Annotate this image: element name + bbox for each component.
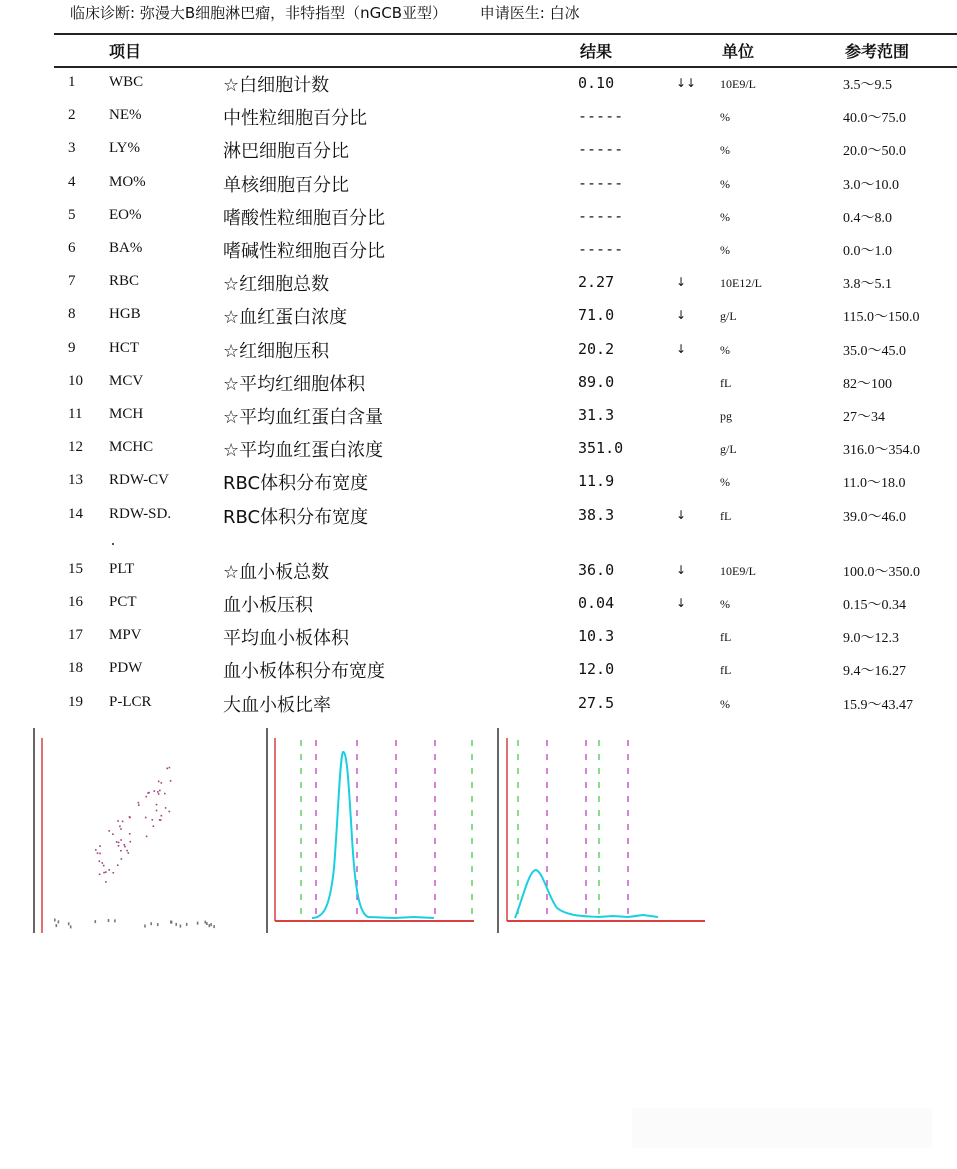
scatter-point — [121, 858, 123, 860]
row-number: 2 — [68, 107, 76, 124]
test-unit: fL — [720, 508, 732, 523]
row-number: 1 — [68, 74, 76, 90]
test-code: RDW-SD. — [109, 505, 172, 522]
test-result: 36.0 — [578, 560, 615, 579]
test-result: ----- — [578, 240, 624, 258]
abnormal-flag: ↓ — [676, 507, 687, 522]
scatter-point — [146, 836, 148, 838]
scatter-baseline-mark — [150, 922, 152, 925]
reference-range: 82～100 — [843, 376, 892, 392]
scatter-baseline-mark — [206, 922, 208, 925]
scatter-point — [95, 849, 97, 851]
scatter-baseline-mark — [180, 925, 182, 928]
test-result: 89.0 — [578, 372, 615, 391]
test-code: NE% — [109, 107, 142, 124]
scatter-baseline-mark — [114, 919, 116, 922]
scatter-baseline-mark — [54, 919, 56, 922]
row-number: 18 — [68, 660, 83, 677]
reference-range: 20.0～50.0 — [843, 144, 906, 160]
scatter-point — [120, 828, 122, 830]
scatter-point — [154, 790, 156, 792]
row-number: 17 — [68, 627, 83, 644]
test-code: PDW — [109, 660, 143, 677]
scatter-point — [161, 782, 163, 784]
requesting-doctor: 申请医生: 白冰 — [479, 4, 580, 22]
table-row — [0, 439, 957, 469]
scatter-point — [129, 816, 131, 818]
scatter-baseline-mark — [157, 923, 159, 926]
test-unit: % — [720, 597, 730, 611]
reference-range: 3.8～5.1 — [843, 277, 892, 293]
test-name: ☆白细胞计数 — [223, 75, 330, 96]
table-row — [0, 694, 957, 724]
test-code: LY% — [109, 140, 140, 157]
table-top-rule — [54, 33, 957, 35]
row-number: 19 — [68, 693, 83, 710]
reference-range: 0.0～1.0 — [843, 244, 892, 259]
reference-range: 40.0～75.0 — [843, 111, 906, 127]
faint-watermark-area — [632, 1108, 932, 1148]
scatter-point — [117, 820, 119, 822]
stray-dot — [112, 543, 114, 545]
test-name: ☆平均红细胞体积 — [223, 373, 366, 395]
scatter-point — [120, 850, 122, 852]
table-row — [0, 561, 957, 591]
test-code: MO% — [109, 173, 146, 190]
abnormal-flag: ↓ — [676, 562, 687, 577]
test-name: 血小板体积分布宽度 — [223, 661, 385, 683]
test-result: 31.3 — [578, 406, 615, 424]
test-result: 38.3 — [578, 505, 615, 524]
table-row — [0, 273, 957, 303]
scatter-point — [165, 807, 167, 809]
test-name: ☆血小板总数 — [223, 561, 330, 583]
test-name: 平均血小板体积 — [223, 628, 349, 650]
test-name: 淋巴细胞百分比 — [223, 141, 349, 163]
rbc-histogram — [264, 728, 479, 938]
row-number: 7 — [68, 273, 76, 290]
test-result: 71.0 — [578, 306, 615, 325]
test-unit: % — [720, 143, 730, 158]
scatter-point — [112, 833, 114, 835]
test-code: HCT — [109, 339, 139, 356]
table-row — [0, 472, 957, 502]
test-code: MPV — [109, 627, 142, 644]
test-result: ----- — [578, 140, 624, 159]
scatter-baseline-mark — [210, 923, 212, 926]
scatter-point — [159, 819, 161, 821]
scatter-baseline-mark — [213, 925, 215, 928]
scatter-point — [119, 826, 121, 828]
test-result: 27.5 — [578, 693, 615, 712]
test-name: 嗜酸性粒细胞百分比 — [223, 207, 385, 229]
test-code: RDW-CV — [109, 472, 169, 489]
table-row — [0, 594, 957, 624]
test-unit: pg — [720, 409, 732, 423]
scatter-baseline-mark — [175, 923, 177, 926]
row-number: 10 — [68, 372, 83, 389]
reference-range: 316.0～354.0 — [843, 443, 920, 459]
test-unit: 10E9/L — [720, 77, 756, 91]
table-row — [0, 506, 957, 536]
wbc-scatter-plot — [30, 728, 250, 938]
row-number: 5 — [68, 206, 76, 223]
test-result: 11.9 — [578, 472, 615, 491]
scatter-baseline-mark — [186, 923, 188, 926]
scatter-point — [124, 846, 126, 848]
reference-range: 3.5～9.5 — [843, 78, 892, 93]
reference-range: 39.0～46.0 — [843, 509, 906, 525]
table-row — [0, 406, 957, 436]
test-unit: 10E12/L — [720, 276, 762, 291]
scatter-point — [138, 802, 140, 804]
scatter-point — [99, 860, 101, 862]
scatter-point — [157, 791, 159, 793]
test-code: PCT — [109, 594, 137, 610]
rbc-guides — [301, 740, 472, 920]
test-result: 12.0 — [578, 660, 615, 679]
scatter-point — [145, 817, 147, 819]
reference-range: 27～34 — [843, 410, 885, 425]
row-number: 14 — [68, 505, 83, 522]
test-unit: fL — [720, 663, 732, 678]
test-result: 0.04 — [578, 594, 615, 612]
scatter-baseline-mark — [197, 922, 199, 925]
row-number: 11 — [68, 406, 83, 422]
reference-range: 100.0～350.0 — [843, 564, 920, 580]
test-code: PLT — [109, 560, 135, 577]
scatter-point — [99, 853, 101, 855]
rbc-curve — [312, 752, 434, 918]
table-row — [0, 240, 957, 270]
test-name: ☆血红蛋白浓度 — [223, 307, 348, 329]
scatter-baseline-mark — [58, 920, 60, 923]
header-result: 结果 — [580, 42, 613, 61]
test-unit: g/L — [720, 442, 737, 457]
clinical-diagnosis: 临床诊断: 弥漫大B细胞淋巴瘤，非特指型（nGCB亚型） — [70, 4, 448, 22]
table-row — [0, 660, 957, 690]
scatter-point — [120, 839, 122, 841]
scatter-point — [122, 821, 124, 823]
scatter-baseline-mark — [144, 925, 146, 928]
scatter-point — [153, 825, 155, 827]
scatter-point — [105, 881, 107, 883]
scatter-baseline-mark — [56, 924, 58, 927]
scatter-point — [170, 780, 172, 782]
header-item: 项目 — [109, 42, 142, 61]
scatter-baseline-mark — [95, 920, 97, 923]
table-row — [0, 174, 957, 204]
test-name: 大血小板比率 — [223, 694, 331, 716]
reference-range: 11.0～18.0 — [843, 476, 906, 492]
reference-range: 115.0～150.0 — [843, 310, 920, 326]
test-name: ☆红细胞压积 — [223, 340, 330, 362]
test-unit: % — [720, 176, 730, 191]
test-code: MCH — [109, 406, 144, 422]
scatter-baseline-mark — [171, 921, 173, 924]
test-code: MCV — [109, 372, 144, 389]
scatter-point — [118, 842, 120, 844]
test-unit: % — [720, 243, 730, 257]
scatter-baseline-mark — [205, 921, 207, 924]
scatter-point — [108, 830, 110, 832]
table-row — [0, 373, 957, 403]
scatter-point — [166, 768, 168, 770]
reference-range: 0.15～0.34 — [843, 598, 906, 613]
row-number: 9 — [68, 339, 76, 356]
plt-histogram — [493, 728, 708, 938]
test-code: P-LCR — [109, 693, 152, 710]
reference-range: 0.4～8.0 — [843, 210, 892, 226]
table-row — [0, 306, 957, 336]
row-number: 15 — [68, 560, 83, 577]
header-unit: 单位 — [722, 42, 755, 61]
scatter-baseline-mark — [70, 925, 72, 928]
test-unit: % — [720, 475, 730, 490]
row-number: 13 — [68, 472, 83, 489]
scatter-baseline-mark — [108, 919, 110, 922]
scatter-baseline-mark — [209, 924, 211, 927]
reference-range: 9.0～12.3 — [843, 631, 899, 647]
test-code: EO% — [109, 206, 142, 223]
table-row — [0, 107, 957, 137]
test-name: 中性粒细胞百分比 — [223, 108, 367, 130]
scatter-point — [158, 781, 160, 783]
test-result: 20.2 — [578, 339, 615, 358]
plt-guides — [518, 740, 628, 920]
test-result: ----- — [578, 206, 624, 225]
abnormal-flag: ↓ — [676, 341, 687, 356]
test-code: HGB — [109, 306, 141, 323]
test-code: BA% — [109, 240, 143, 256]
scatter-point — [99, 874, 101, 876]
row-number: 4 — [68, 173, 76, 190]
test-name: RBC体积分布宽度 — [223, 473, 369, 495]
abnormal-flag: ↓ — [676, 275, 687, 290]
table-row — [0, 140, 957, 170]
scatter-point — [129, 833, 131, 835]
scatter-point — [169, 767, 171, 769]
scatter-baseline-mark — [68, 922, 70, 925]
table-row — [0, 74, 957, 104]
scatter-point — [169, 811, 171, 813]
abnormal-flag: ↓ — [676, 596, 687, 610]
reference-range: 35.0～45.0 — [843, 343, 906, 359]
test-code: RBC — [109, 273, 140, 290]
header-reference: 参考范围 — [845, 42, 910, 61]
scatter-point — [118, 845, 120, 847]
table-row — [0, 627, 957, 657]
scatter-point — [117, 864, 119, 866]
scatter-point — [97, 852, 99, 854]
table-row — [0, 340, 957, 370]
row-number: 3 — [68, 140, 76, 157]
test-unit: % — [720, 110, 730, 125]
row-number: 12 — [68, 439, 83, 456]
test-code: MCHC — [109, 439, 154, 456]
test-name: 嗜碱性粒细胞百分比 — [223, 241, 385, 262]
scatter-point — [103, 865, 105, 867]
scatter-point — [128, 852, 130, 854]
scatter-point — [152, 819, 154, 821]
scatter-point — [103, 872, 105, 874]
test-result: 2.27 — [578, 273, 615, 292]
scatter-point — [159, 790, 161, 792]
test-name: RBC体积分布宽度 — [223, 506, 369, 528]
test-unit: fL — [720, 375, 732, 390]
scatter-point — [99, 845, 101, 847]
scatter-point — [124, 844, 126, 846]
test-name: ☆红细胞总数 — [223, 274, 330, 296]
scatter-point — [108, 869, 110, 871]
row-number: 6 — [68, 240, 76, 256]
test-result: 0.10 — [578, 74, 615, 92]
scatter-point — [156, 804, 158, 806]
table-header-rule — [54, 66, 957, 68]
report-header — [70, 2, 580, 23]
abnormal-flag: ↓↓ — [676, 76, 697, 90]
test-unit: g/L — [720, 309, 737, 324]
scatter-point — [148, 792, 150, 794]
reference-range: 3.0～10.0 — [843, 177, 899, 193]
scatter-point — [156, 810, 158, 812]
scatter-point — [130, 841, 132, 843]
test-name: 单核细胞百分比 — [223, 174, 349, 196]
scatter-point — [113, 872, 115, 874]
test-code: WBC — [109, 74, 144, 90]
test-name: ☆平均血红蛋白含量 — [223, 407, 384, 428]
scatter-point — [146, 796, 148, 798]
test-name: 血小板压积 — [223, 595, 313, 616]
reference-range: 15.9～43.47 — [843, 697, 913, 713]
scatter-point — [126, 850, 128, 852]
scatter-point — [158, 793, 160, 795]
test-result: ----- — [578, 173, 624, 192]
scatter-point — [105, 871, 107, 873]
scatter-points — [54, 767, 215, 929]
row-number: 8 — [68, 306, 76, 323]
scatter-point — [102, 862, 104, 864]
test-result: 10.3 — [578, 627, 615, 646]
test-name: ☆平均血红蛋白浓度 — [223, 440, 384, 462]
test-result: ----- — [578, 107, 624, 126]
scatter-point — [138, 804, 140, 806]
test-unit: fL — [720, 630, 732, 645]
abnormal-flag: ↓ — [676, 308, 687, 323]
test-result: 351.0 — [578, 439, 624, 458]
scatter-point — [161, 815, 163, 817]
reference-range: 9.4～16.27 — [843, 664, 906, 680]
test-unit: 10E9/L — [720, 563, 756, 578]
test-unit: % — [720, 696, 730, 711]
scatter-point — [164, 793, 166, 795]
scatter-point — [116, 841, 118, 843]
table-row — [0, 207, 957, 237]
test-unit: % — [720, 342, 730, 357]
test-unit: % — [720, 209, 730, 224]
row-number: 16 — [68, 594, 83, 610]
